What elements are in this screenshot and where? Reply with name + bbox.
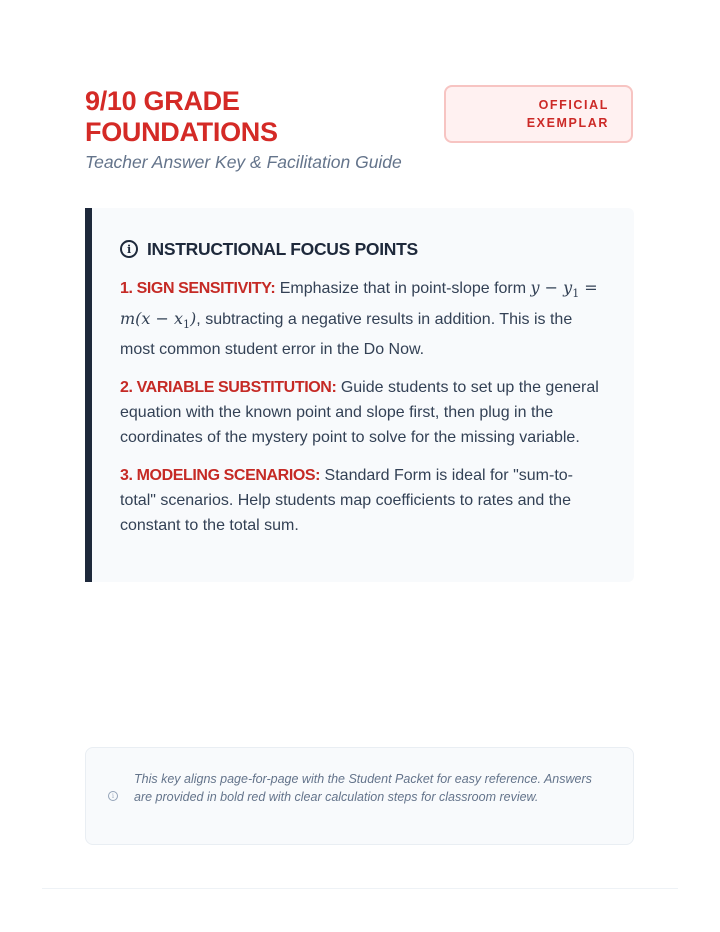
page-title: 9/10 GRADE FOUNDATIONS: [85, 86, 278, 147]
info-icon: i: [120, 240, 138, 258]
point-text: , subtracting a negative results in addition. This is the most common student error in the Do Now.: [120, 311, 573, 359]
footer-divider: [42, 888, 678, 889]
reference-note-text: This key aligns page-for-page with the Student Packet for easy reference. Answers are provided in bold red with clear calculation steps for classroom review.: [134, 772, 592, 804]
point-label: 3. MODELING SCENARIOS:: [120, 467, 321, 485]
focus-heading: [120, 236, 608, 262]
point-slope-formula: $y - y_1 = m(x - x_1)$: [120, 278, 598, 332]
focus-heading-text: INSTRUCTIONAL FOCUS POINTS: [147, 238, 418, 259]
point-label: 2. VARIABLE SUBSTITUTION:: [120, 379, 337, 397]
instructional-focus-card: [85, 208, 634, 582]
point-text: Emphasize that in point-slope form: [275, 280, 531, 297]
focus-point-variable-substitution: [120, 375, 608, 450]
focus-point-sign-sensitivity: [120, 275, 608, 362]
point-label: 1. SIGN SENSITIVITY:: [120, 280, 276, 297]
info-icon: i: [108, 791, 118, 801]
point-text: Standard Form is ideal for "sum-to-total" scenarios. Help students map coefficients to rates and the constant to the total sum.: [120, 467, 573, 535]
reference-note-card: [85, 747, 634, 845]
official-exemplar-badge: [444, 85, 633, 143]
focus-point-modeling-scenarios: [120, 463, 608, 538]
badge-label: OFFICIAL EXEMPLAR: [526, 98, 609, 130]
page-subtitle: Teacher Answer Key & Facilitation Guide: [85, 152, 402, 172]
point-text: Guide students to set up the general equation with the known point and slope first, then plug in the coordinates of the mystery point to solve for the missing variable.: [120, 379, 599, 447]
